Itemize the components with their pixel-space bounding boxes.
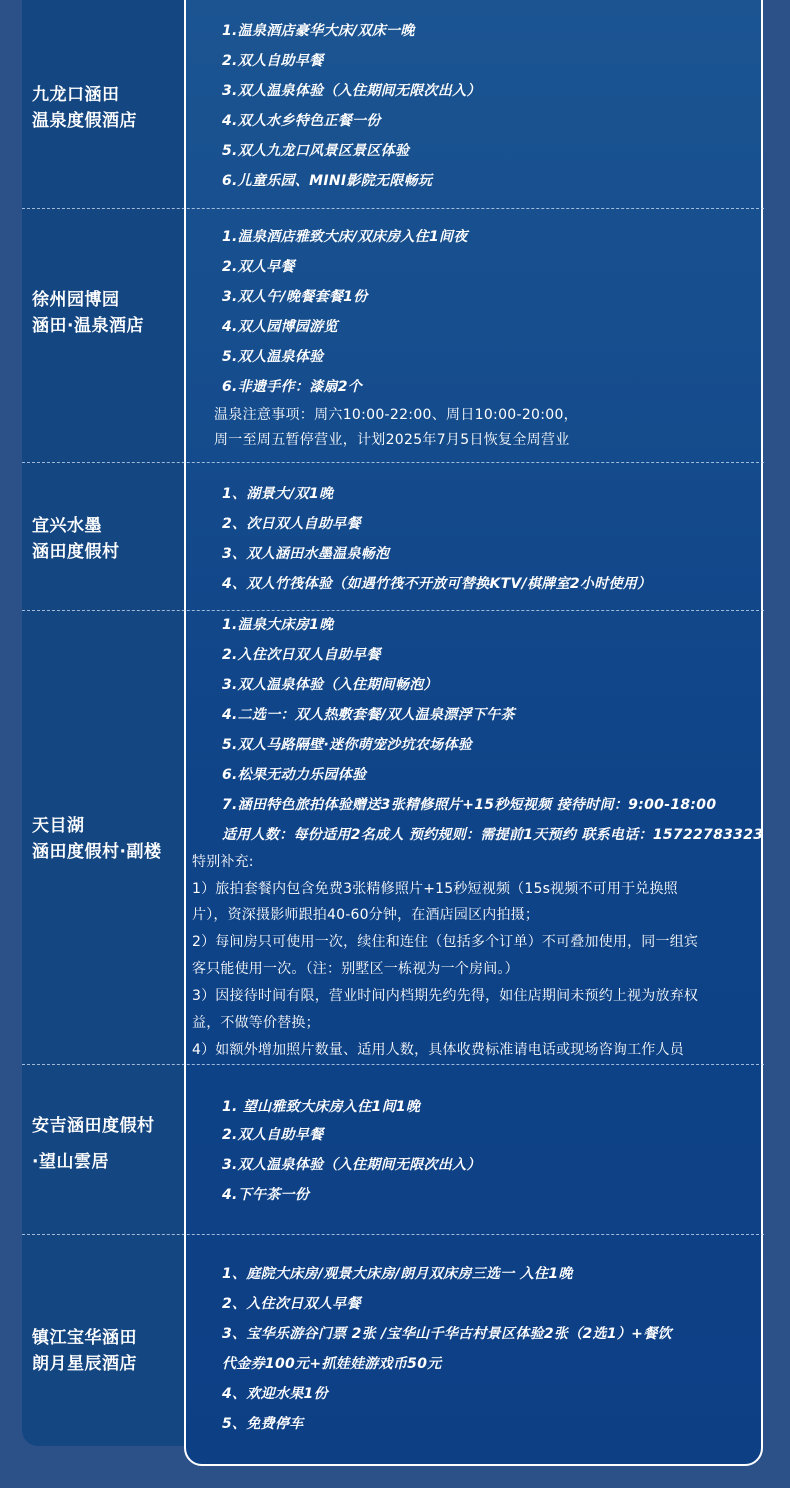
package-item: 2、入住次日双人早餐 [222,1296,361,1312]
hotel-row [22,610,764,1065]
package-item: 6.儿童乐园、MINI影院无限畅玩 [222,173,433,189]
hotel-name [32,1325,197,1377]
hotel-name [32,82,197,134]
hotel-name-line: 徐州园博园 [32,290,120,310]
package-item: 1、庭院大床房/观景大床房/朗月双床房三选一 入住1晚 [222,1266,573,1282]
package-item: 代金券100元+抓娃娃游戏币50元 [222,1356,442,1372]
hotel-name [32,287,197,339]
package-item: 7.涵田特色旅拍体验赠送3张精修照片+15秒短视频 接待时间：9:00-18:00 [222,797,717,813]
package-item: 3.双人午/晚餐套餐1份 [222,289,368,305]
hotel-name-line: 天目湖 [32,816,85,836]
hotel-name-line: 温泉度假酒店 [32,111,137,131]
package-item: 4.双人园博园游览 [222,319,338,335]
package-item: 1. 望山雅致大床房入住1间1晚 [222,1099,421,1115]
hotel-name [32,813,197,865]
package-item: 4、欢迎水果1份 [222,1386,328,1402]
hotel-name-line: 涵田度假村 [32,542,120,562]
package-item: 4.双人水乡特色正餐一份 [222,113,381,129]
hotel-name-line: ·望山雲居 [32,1152,109,1172]
package-item: 5.双人马路隔壁·迷你萌宠沙坑农场体验 [222,737,473,753]
package-item: 4、双人竹筏体验（如遇竹筏不开放可替换KTV/棋牌室2小时使用） [222,576,652,592]
package-item: 4.下午茶一份 [222,1187,310,1203]
package-item: 1、湖景大/双1晚 [222,486,334,502]
hotel-name-line: 朗月星辰酒店 [32,1354,137,1374]
package-item: 5.双人九龙口风景区景区体验 [222,143,410,159]
hotel-name-line: 安吉涵田度假村 [32,1116,155,1136]
package-item: 3.双人温泉体验（入住期间畅泡） [222,677,438,693]
supplement-line: 3）因接待时间有限，营业时间内档期先约先得，如住店期间未预约上视为放弃权 [192,988,699,1004]
supplement-line: 客只能使用一次。（注：别墅区一栋视为一个房间。） [192,961,519,977]
package-item: 5.双人温泉体验 [222,349,324,365]
package-item: 2.双人自助早餐 [222,53,324,69]
hotel-name-line: 涵田·温泉酒店 [32,316,144,336]
hot-spring-note: 温泉注意事项：周六10:00-22:00、周日10:00-20:00， [214,407,578,423]
hotel-name-line: 涵田度假村·副楼 [32,842,162,862]
package-item: 1.温泉酒店豪华大床/双床一晚 [222,23,415,39]
hotel-row [22,1234,764,1447]
hotel-name-line: 宜兴水墨 [32,516,102,536]
package-item: 4.二选一：双人热敷套餐/双人温泉漂浮下午茶 [222,707,515,723]
supplement-line: 益，不做等价替换； [192,1015,320,1031]
hotel-row [22,208,764,463]
supplement-line: 2）每间房只可使用一次，续住和连住（包括多个订单）不可叠加使用，同一组宾 [192,934,699,950]
package-item: 6.非遗手作：漆扇2个 [222,379,363,395]
package-item: 2.双人早餐 [222,259,295,275]
package-item: 适用人数：每份适用2名成人 预约规则：需提前1天预约 联系电话：15722783323 [222,827,764,843]
package-item: 3、宝华乐游谷门票 2张 /宝华山千华古村景区体验2张（2选1）+餐饮 [222,1326,672,1342]
package-item: 1.温泉酒店雅致大床/双床房入住1间夜 [222,229,468,245]
supplement-line: 片），资深摄影师跟拍40-60分钟，在酒店园区内拍摄； [192,907,540,923]
supplement-line: 特别补充: [192,854,254,870]
package-item: 6.松果无动力乐园体验 [222,767,367,783]
hotel-row [22,1064,764,1235]
hotel-name-line: 九龙口涵田 [32,85,120,105]
supplement-line: 1）旅拍套餐内包含免费3张精修照片+15秒短视频（15s视频不可用于兑换照 [192,881,678,897]
package-item: 2.入住次日双人自助早餐 [222,647,381,663]
package-item: 5、免费停车 [222,1416,304,1432]
package-item: 3、双人涵田水墨温泉畅泡 [222,546,390,562]
hotel-name [32,513,197,565]
hotel-row [22,462,764,611]
package-item: 3.双人温泉体验（入住期间无限次出入） [222,83,481,99]
package-item: 2.双人自助早餐 [222,1127,324,1143]
hotel-row [22,0,764,208]
package-item: 3.双人温泉体验（入住期间无限次出入） [222,1157,481,1173]
package-item: 2、次日双人自助早餐 [222,516,361,532]
package-item: 1.温泉大床房1晚 [222,617,334,633]
hot-spring-note: 周一至周五暂停营业，计划2025年7月5日恢复全周营业 [214,432,570,448]
hotel-name [32,1113,197,1175]
supplement-line: 4）如额外增加照片数量、适用人数，具体收费标准请电话或现场咨询工作人员 [192,1042,684,1058]
hotel-name-line: 镇江宝华涵田 [32,1328,137,1348]
